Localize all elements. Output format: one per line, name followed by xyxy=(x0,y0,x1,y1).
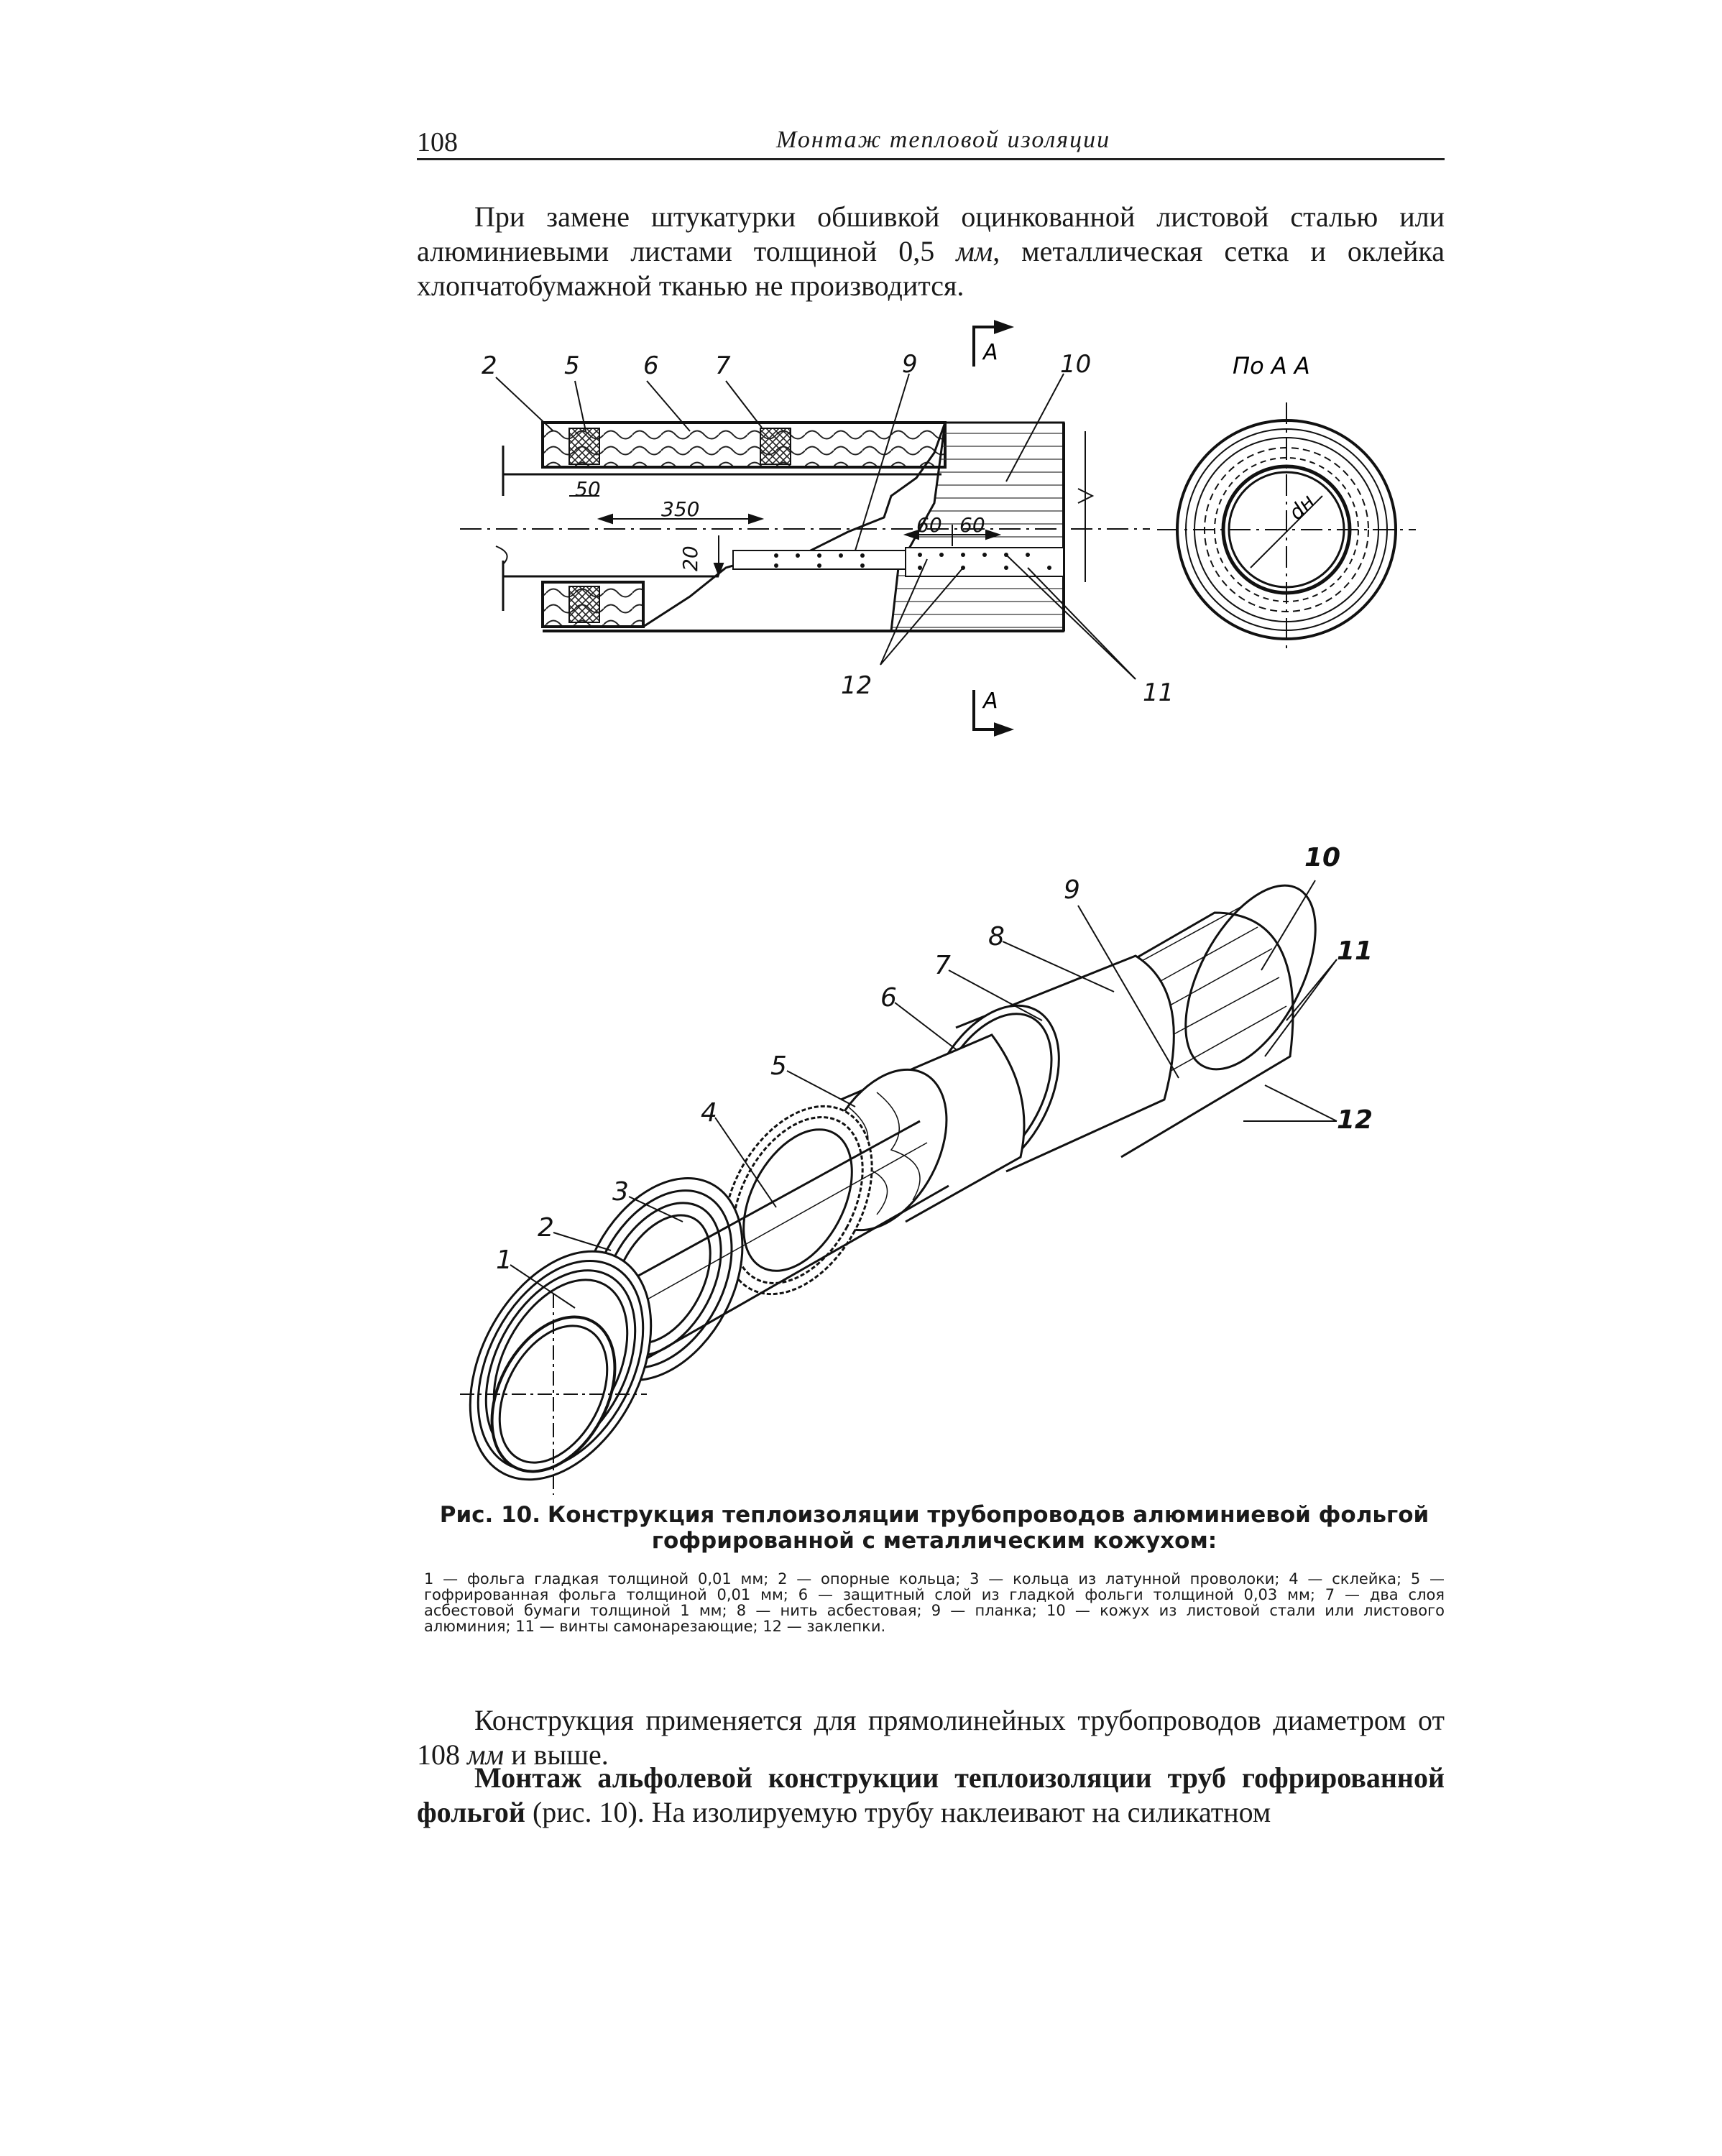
intro-unit: мм xyxy=(956,235,993,267)
figure-caption xyxy=(424,1502,1445,1554)
dim-350: 350 xyxy=(661,497,700,521)
top-label-5: 5 xyxy=(564,351,580,380)
top-label-6: 6 xyxy=(643,351,659,380)
caption-label: Рис. 10. xyxy=(439,1502,541,1528)
cut-label-7: 7 xyxy=(934,951,951,980)
p2-text: (рис. 10). На изолируемую трубу наклеивают на силикатном xyxy=(525,1796,1271,1828)
cut-label-8: 8 xyxy=(988,922,1005,952)
page-number: 108 xyxy=(417,127,458,157)
cut-label-9: 9 xyxy=(1064,875,1080,905)
cut-label-4: 4 xyxy=(701,1098,717,1128)
top-label-9: 9 xyxy=(902,350,918,379)
p1-unit: мм xyxy=(467,1738,505,1771)
section-letter-top: А xyxy=(983,340,998,365)
p2-bold: Монтаж альфолевой конструкции теплоизоляции труб гофрированной фольгой xyxy=(417,1761,1445,1828)
cross-section-title: По А А xyxy=(1233,352,1310,379)
dim-60a: 60 xyxy=(916,513,942,537)
cut-label-6: 6 xyxy=(880,983,897,1013)
cut-label-12: 12 xyxy=(1337,1105,1373,1135)
cut-label-11: 11 xyxy=(1337,936,1373,966)
intro-text: При замене штукатурки обшивкой оцинкованной листовой сталью или алюминиевыми листами толщиной 0,5 xyxy=(417,201,1445,267)
body-paragraph-2 xyxy=(417,1761,1445,1830)
section-letter-bottom: А xyxy=(983,688,998,714)
cut-label-2: 2 xyxy=(538,1213,554,1243)
intro-text-end: , металлическая сетка и оклейка хлопчатобумажной тканью не производится. xyxy=(417,235,1445,302)
diameter-label: dн xyxy=(1284,489,1320,525)
p1-end: и выше. xyxy=(504,1738,609,1771)
cut-label-3: 3 xyxy=(612,1177,629,1207)
p1-text: Конструкция применяется для прямолинейных трубопроводов диаметром от 108 xyxy=(417,1704,1445,1771)
figure-legend: 1 — фольга гладкая толщиной 0,01 мм; 2 — опорные кольца; 3 — кольца из латунной проволоки; 4 — склейка; 5 — гофрированная фольга толщиной 0,01 мм; 6 — защитный слой из гладкой фольги толщиной 0,03 мм; 7 — два слоя асбестовой бумаги толщиной 1 мм; 8 — нить асбестовая; 9 — планка; 10 — кожух из листовой стали или листового алюминия; 11 — винты самонарезающие; 12 — заклепки. xyxy=(424,1570,1445,1635)
cut-label-1: 1 xyxy=(496,1245,512,1275)
top-label-2: 2 xyxy=(482,351,497,380)
top-label-12: 12 xyxy=(841,671,872,700)
dim-60b: 60 xyxy=(959,513,985,537)
dim-20: 20 xyxy=(678,545,702,571)
top-label-10: 10 xyxy=(1060,350,1092,379)
cut-label-5: 5 xyxy=(770,1051,787,1081)
cut-label-10: 10 xyxy=(1304,843,1341,872)
top-label-7: 7 xyxy=(715,351,731,380)
running-title: Монтаж тепловой изоляции xyxy=(776,126,1111,153)
dim-50: 50 xyxy=(575,477,601,501)
caption-title: Конструкция теплоизоляции трубопроводов алюминиевой фольгой гофрированной с металлическим кожухом: xyxy=(547,1502,1429,1554)
top-label-11: 11 xyxy=(1143,678,1174,707)
